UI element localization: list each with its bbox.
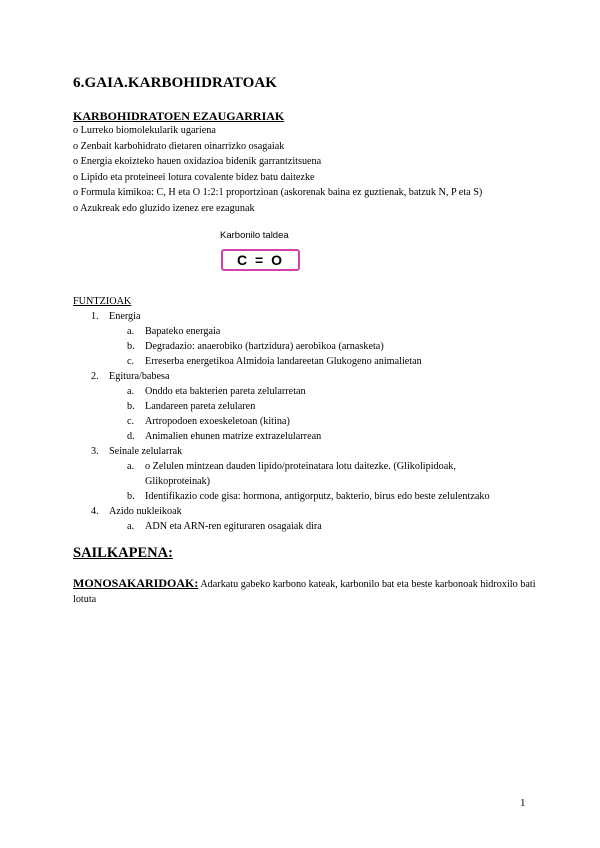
sailkapena-heading: SAILKAPENA: [73,545,173,561]
sub-text: Glikoproteinak) [145,476,211,487]
funtzioak-heading: FUNTZIOAK [73,296,132,307]
bullet-item: o Azukreak edo gluzido izenez ere ezagunak [73,202,255,214]
monosakaridoak-label: MONOSAKARIDOAK: [73,576,199,590]
sub-text: Bapateko energaia [145,326,221,337]
ezaugarriak-heading: KARBOHIDRATOEN EZAUGARRIAK [73,109,285,123]
sub-text: Identifikazio code gisa: hormona, antigorputz, bakterio, birus edo beste zelulentzako [145,491,490,502]
sub-number: c. [127,356,135,367]
bullet-item: o Lipido eta proteineei lotura covalente bidez batu daitezke [73,171,315,183]
list-label: Seinale zelularrak [109,446,183,457]
sub-text: Landareen pareta zelularen [145,401,256,412]
sub-number: a. [127,521,135,532]
karbonilo-formula-box: C = O [221,249,300,271]
ezaugarriak-list [73,123,482,216]
sub-number: c. [127,416,135,427]
sub-number: a. [127,386,135,397]
sub-number: d. [127,431,135,442]
karbonilo-label: Karbonilo taldea [220,230,289,241]
sub-number: a. [127,326,135,337]
sub-number: a. [127,461,135,472]
sub-text: Onddo eta bakterien pareta zelularretan [145,386,306,397]
page-title: 6.GAIA.KARBOHIDRATOAK [73,75,278,91]
sub-text: o Zelulen mintzean dauden lipido/proteinatara lotu daitezke. (Glikolipidoak, [145,461,456,472]
list-label: Egitura/babesa [109,371,170,382]
list-number: 1. [91,311,99,322]
sub-text: Erreserba energetikoa Almidoia landareetan Glukogeno animalietan [145,356,422,367]
sub-text: Animalien ehunen matrize extrazelularrean [145,431,322,442]
monosakaridoak-paragraph [73,576,543,607]
bullet-item: o Lurreko biomolekularik ugariena [73,125,216,136]
sub-number: b. [127,341,135,352]
bullet-item: o Zenbait karbohidrato dietaren oinarrizko osagaiak [73,140,285,152]
sub-text: ADN eta ARN-ren egituraren osagaiak dira [145,521,322,532]
bullet-item: o Energia ekoizteko hauen oxidazioa bidenik garrantzitsuena [73,156,322,167]
list-number: 2. [91,371,99,382]
sub-text: Degradazio: anaerobiko (hartzidura) aerobikoa (arnasketa) [145,341,384,352]
list-label: Energia [109,311,141,322]
sub-number: b. [127,401,135,412]
sub-text: Artropodoen exoeskeletoan (kitina) [145,416,290,427]
list-label: Azido nukleikoak [109,506,182,517]
page-number: 1 [520,797,526,809]
list-number: 4. [91,506,99,517]
sub-number: b. [127,491,135,502]
bullet-item: o Formula kimikoa: C, H eta O 1:2:1 proportzioan (askorenak baina ez guztienak, batzuk N, P eta S) [73,187,483,198]
monosakaridoak-text: Adarkatu gabeko karbono kateak, karbonilo bat eta beste karbonoak hidroxilo bati lotuta [73,579,536,605]
list-number: 3. [91,446,99,457]
